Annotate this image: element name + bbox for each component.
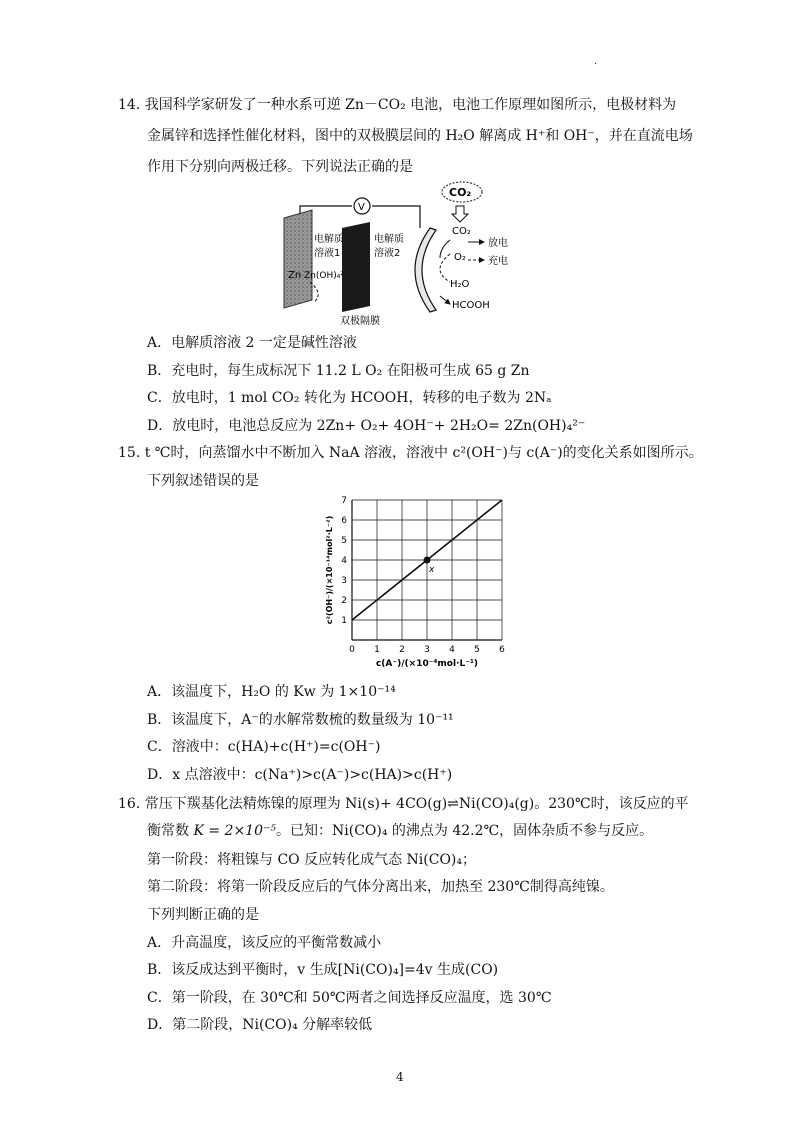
q14-option-d: D．放电时，电池总反应为 2Zn+ O₂+ 4OH⁻+ 2H₂O= 2Zn(OH)₄²⁻ [147, 418, 586, 434]
y-axis-label: c²(OH⁻)/(×10⁻¹⁴mol²·L⁻²) [325, 515, 334, 625]
q16-line-2 [147, 822, 653, 840]
x-tick-label: 3 [424, 645, 430, 655]
q15-option-a: A．该温度下，H₂O 的 Kw 为 1×10⁻¹⁴ [147, 684, 396, 700]
q15-option-d: D．x 点溶液中：c(Na⁺)>c(A⁻)>c(HA)>c(H⁺) [147, 767, 453, 783]
x-tick-label: 0 [349, 645, 355, 655]
q16-option-d: D．第二阶段，Ni(CO)₄ 分解率较低 [147, 1017, 373, 1033]
q14-option-c: C．放电时，1 mol CO₂ 转化为 HCOOH，转移的电子数为 2Nₐ [147, 390, 552, 406]
q14-line-1: 14. 我国科学家研发了一种水系可逆 Zn－CO₂ 电池，电池工作原理如图所示，电极材料为 [118, 97, 677, 113]
q16-line-1: 16. 常压下羰基化法精炼镍的原理为 Ni(s)+ 4CO(g)⇌Ni(CO)₄(g)。230℃时，该反应的平 [118, 796, 689, 812]
h2o-label: H₂O [450, 279, 470, 290]
electrolyte2-line1: 电解质 [374, 234, 404, 245]
q16-option-a: A．升高温度，该反应的平衡常数减小 [147, 935, 382, 951]
q16-prompt: 下列判断正确的是 [147, 907, 259, 923]
x-tick-label: 6 [499, 645, 505, 655]
q16-option-b: B．该反成达到平衡时，v 生成[Ni(CO)₄]=4v 生成(CO) [147, 962, 499, 978]
electrolyte1-line2: 溶液1 [314, 248, 341, 259]
y-tick-label: 5 [341, 536, 347, 546]
q16-stage-1: 第一阶段：将粗镍与 CO 反应转化成气态 Ni(CO)₄； [147, 852, 476, 868]
o2-label: O₂ [454, 252, 466, 263]
q15-option-c: C．溶液中：c(HA)+c(H⁺)=c(OH⁻) [147, 739, 381, 755]
oh-vs-a-chart [322, 492, 512, 672]
voltmeter-label: V [358, 202, 365, 213]
y-tick-label: 1 [341, 616, 347, 626]
page-number: 4 [396, 1070, 404, 1084]
y-tick-label: 3 [341, 576, 347, 586]
electrolyte1-line1: 电解质 [314, 234, 344, 245]
y-tick-label: 7 [341, 496, 347, 506]
y-tick-label: 4 [341, 556, 347, 566]
x-tick-label: 5 [474, 645, 480, 655]
bipolar-membrane [342, 222, 370, 312]
x-tick-label: 2 [399, 645, 405, 655]
corner-mark: . [594, 56, 598, 67]
discharge-legend: 放电 [488, 238, 508, 249]
zn-label: Zn [288, 270, 302, 281]
q15-line-1: 15. t ℃时，向蒸馏水中不断加入 NaA 溶液，溶液中 c²(OH⁻)与 c(A⁻)的变化关系如图所示。 [118, 445, 703, 461]
x-tick-label: 4 [449, 645, 455, 655]
membrane-label: 双极隔膜 [340, 316, 380, 327]
hcooh-label: HCOOH [452, 300, 490, 311]
q16-stage-2: 第二阶段：将第一阶段反应后的气体分离出来，加热至 230℃制得高纯镍。 [147, 879, 614, 895]
zinc-electrode [284, 210, 312, 308]
x-point-marker [424, 557, 431, 564]
cloud-co2-label: CO₂ [449, 186, 472, 199]
y-tick-label: 6 [341, 516, 347, 526]
q14-option-b: B．充电时，每生成标况下 11.2 L O₂ 在阳极可生成 65 g Zn [147, 363, 530, 379]
zn-oh-label: Zn(OH)₄²⁻ [304, 271, 349, 281]
q14-line-2: 金属锌和选择性催化材料，图中的双极膜层间的 H₂O 解离成 H⁺和 OH⁻，并在直流电场 [147, 128, 693, 144]
catalyst-electrode [415, 228, 436, 312]
down-arrow-icon [452, 206, 468, 222]
q14-option-a: A．电解质溶液 2 一定是碱性溶液 [147, 335, 357, 351]
q15-option-b: B．该温度下，A⁻的水解常数梳的数量级为 10⁻¹¹ [147, 712, 454, 728]
y-tick-label: 2 [341, 596, 347, 606]
equilibrium-constant: K = 2×10⁻⁵ [193, 823, 276, 839]
q16-option-c: C．第一阶段，在 30℃和 50℃两者之间选择反应温度，选 30℃ [147, 990, 552, 1006]
q15-line-2: 下列叙述错误的是 [147, 473, 259, 489]
x-axis-label: c(A⁻)/(×10⁻⁴mol·L⁻¹) [375, 659, 479, 669]
x-point-label: x [429, 565, 435, 575]
charge-legend: 充电 [488, 256, 508, 267]
q16-line-2-end: 。已知：Ni(CO)₄ 的沸点为 42.2℃，固体杂质不参与反应。 [276, 823, 654, 839]
q16-line-2-start: 衡常数 [147, 823, 194, 839]
q14-line-3: 作用下分别向两极迁移。下列说法正确的是 [147, 159, 413, 175]
x-tick-label: 1 [374, 645, 380, 655]
electrolyte2-line2: 溶液2 [374, 248, 401, 259]
battery-diagram [270, 178, 540, 328]
co2-label: CO₂ [452, 226, 471, 237]
